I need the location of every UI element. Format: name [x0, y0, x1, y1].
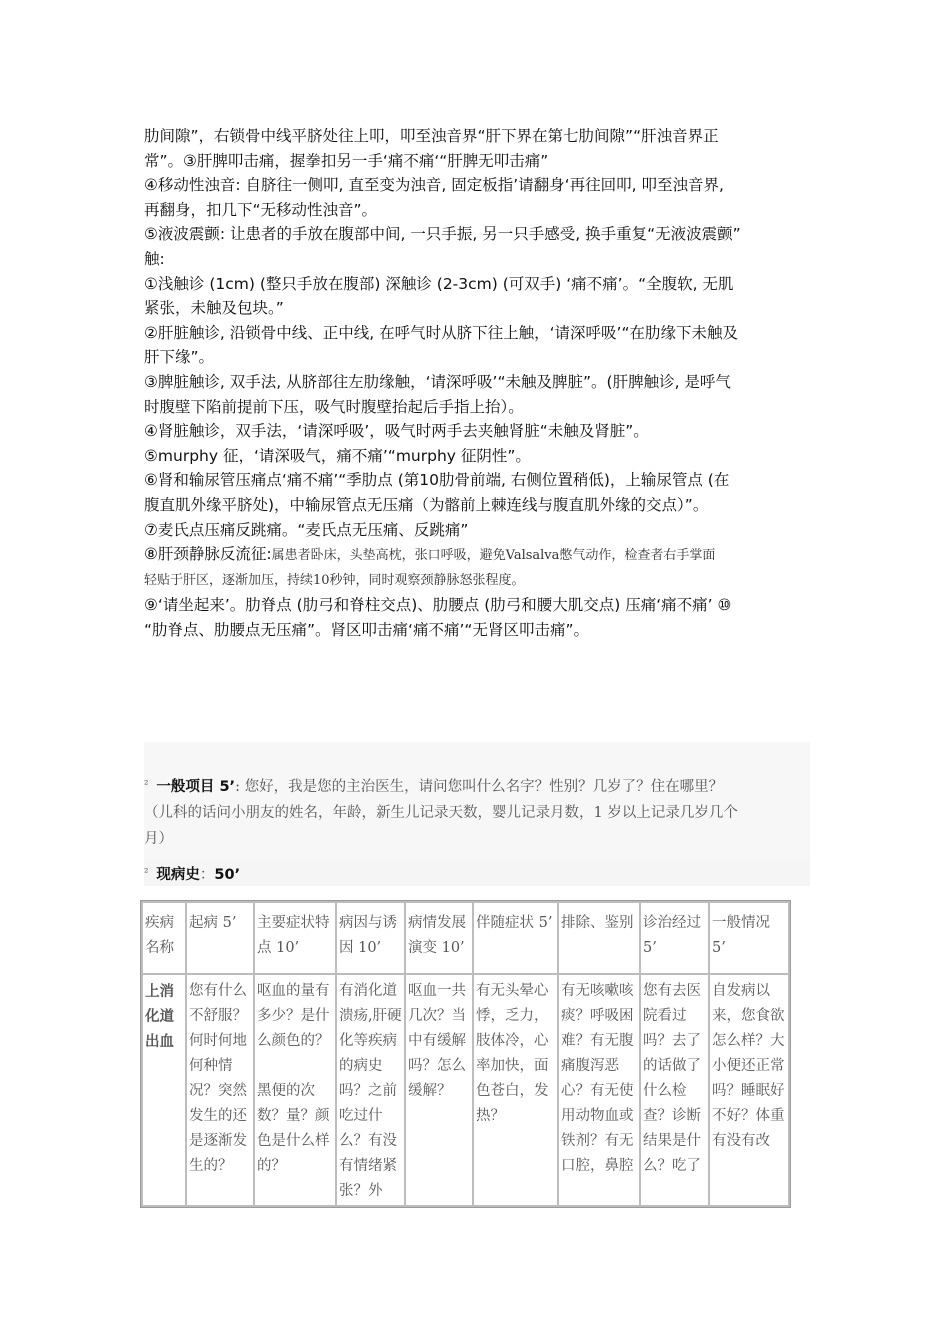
text-line: 肝下缘”。: [144, 348, 215, 367]
text-line: ⑤液波震颤: 让患者的手放在腹部中间, 一只手振, 另一只手感受, 换手重复“无液波震颤”: [144, 225, 741, 244]
table-cell: 有无头晕心悸，乏力，肢体冷，心率加快，面色苍白，发热？: [474, 975, 557, 1205]
text-line: 紧张，未触及包块。”: [144, 299, 284, 318]
table-row: [143, 975, 788, 1205]
table-header-cell: 疾病名称: [143, 903, 185, 973]
text-line: ③脾脏触诊, 双手法, 从脐部往左肋缘触，‘请深呼吸’“未触及脾脏”。(肝脾触诊, 是呼气: [144, 372, 731, 391]
history-table: [140, 900, 791, 1208]
table-cell: 自发病以来，您食欲怎么样？大小便还正常吗？睡眠好不好？体重有没有改: [710, 975, 788, 1205]
text-line: 常”。③肝脾叩击痛，握拳扣另一手‘痛不痛‘“肝脾无叩击痛”: [144, 151, 549, 170]
table-header-cell: 病情发展演变 10’: [406, 903, 472, 973]
section-colon: ：: [199, 867, 215, 883]
section-text: : 您好，我是您的主治医生，请问您叫什么名字？性别？几岁了？住在哪里？: [235, 779, 724, 795]
bullet-icon: ²: [144, 778, 149, 791]
text-line: ⑦麦氏点压痛反跳痛。“麦氏点无压痛、反跳痛”: [144, 520, 469, 539]
general-items-section: [144, 772, 810, 852]
text-line: ⑤murphy 征，‘请深吸气，痛不痛’“murphy 征阴性”。: [144, 446, 531, 465]
physical-exam-text: [144, 124, 810, 642]
text-line: ⑥肾和输尿管压痛点‘痛不痛’“季肋点 (第10肋骨前端, 右侧位置稍低)，上输尿管点 (在: [144, 471, 730, 490]
table-header-row: [143, 903, 788, 973]
text-line: ①浅触诊 (1cm) (整只手放在腹部) 深触诊 (2-3cm) (可双手) ‘痛不痛’。“全腹软, 无肌: [144, 274, 734, 293]
table-header-cell: 排除、鉴别: [559, 903, 639, 973]
table-cell: 您有什么不舒服？何时何地何种情况？突然发生的还是逐渐发生的？: [187, 975, 253, 1205]
section-heading: 一般项目 5’: [156, 779, 236, 795]
jugular-reflux-detail: 轻贴于肝区，逐渐加压，持续10秒钟，同时观察颈静脉怒张程度。: [144, 572, 525, 588]
section-text: 月）: [144, 831, 173, 847]
text-line: ④移动性浊音: 自脐往一侧叩, 直至变为浊音, 固定板指’请翻身‘再往回叩, 叩至浊音界,: [144, 176, 724, 195]
text-line: 时腹壁下陷前提前下压，吸气时腹壁抬起后手指上抬）。: [144, 397, 524, 416]
table-header-cell: 病因与诱因 10’: [337, 903, 404, 973]
table-header-cell: 主要症状特点 10’: [255, 903, 335, 973]
jugular-reflux-detail: 属患者卧床，头垫高枕，张口呼吸，避免Valsalva憋气动作，检查者右手掌面: [271, 548, 716, 564]
table-header-cell: 一般情况 5’: [710, 903, 788, 973]
text-line: 触:: [144, 249, 165, 268]
present-illness-section: [144, 860, 810, 886]
table-header-cell: 诊治经过 5’: [641, 903, 708, 973]
table-cell: 呕血的量有多少？是什么颜色的？ 黑便的次数？量？颜色是什么样的？: [255, 975, 335, 1205]
text-line: ⑨‘请坐起来’。肋脊点 (肋弓和脊柱交点)、肋腰点 (肋弓和腰大肌交点) 压痛‘痛不痛’ ⑩: [144, 596, 732, 615]
table-header-cell: 伴随症状 5’: [474, 903, 557, 973]
table-cell: 您有去医院看过吗？去了的话做了什么检查？诊断结果是什么？吃了: [641, 975, 708, 1205]
text-line: 再翻身，扣几下“无移动性浊音”。: [144, 200, 378, 219]
bullet-icon: ²: [144, 866, 149, 879]
table-cell: 有消化道溃疡,肝硬化等疾病的病史吗？之前吃过什么？有没有情绪紧张？外: [337, 975, 404, 1205]
text-line: ②肝脏触诊, 沿锁骨中线、正中线, 在呼气时从脐下往上触，‘请深呼吸’“在肋缘下未触及: [144, 323, 738, 342]
table-cell: 呕血一共几次？当中有缓解吗？怎么缓解？: [406, 975, 472, 1205]
section-text: （儿科的话问小朋友的姓名，年龄，新生儿记录天数，婴儿记录月数，1 岁以上记录几岁几个: [144, 805, 738, 821]
jugular-reflux-line: [144, 542, 810, 569]
text-line: “肋脊点、肋腰点无压痛”。肾区叩击痛‘痛不痛’“无肾区叩击痛”。: [144, 620, 589, 639]
disease-name-cell: 上消化道出血: [143, 975, 185, 1205]
text-line: ④肾脏触诊，双手法，‘请深呼吸’，吸气时两手去夹触肾脏“未触及肾脏”。: [144, 422, 649, 441]
section-score: 50’: [214, 867, 241, 883]
jugular-reflux-lead: ⑧肝颈静脉反流征:: [144, 545, 272, 564]
table-cell: 有无咳嗽咳痰？呼吸困难？有无腹痛腹泻恶心？有无使用动物血或铁剂？有无口腔，鼻腔: [559, 975, 639, 1205]
text-line: 肋间隙”，右锁骨中线平脐处往上叩，叩至浊音界“肝下界在第七肋间隙”“肝浊音界正: [144, 127, 719, 145]
text-line: 腹直肌外缘平脐处)，中输尿管点无压痛（为髂前上棘连线与腹直肌外缘的交点）”。: [144, 495, 709, 514]
section-heading: 现病史: [156, 867, 200, 883]
table-header-cell: 起病 5’: [187, 903, 253, 973]
